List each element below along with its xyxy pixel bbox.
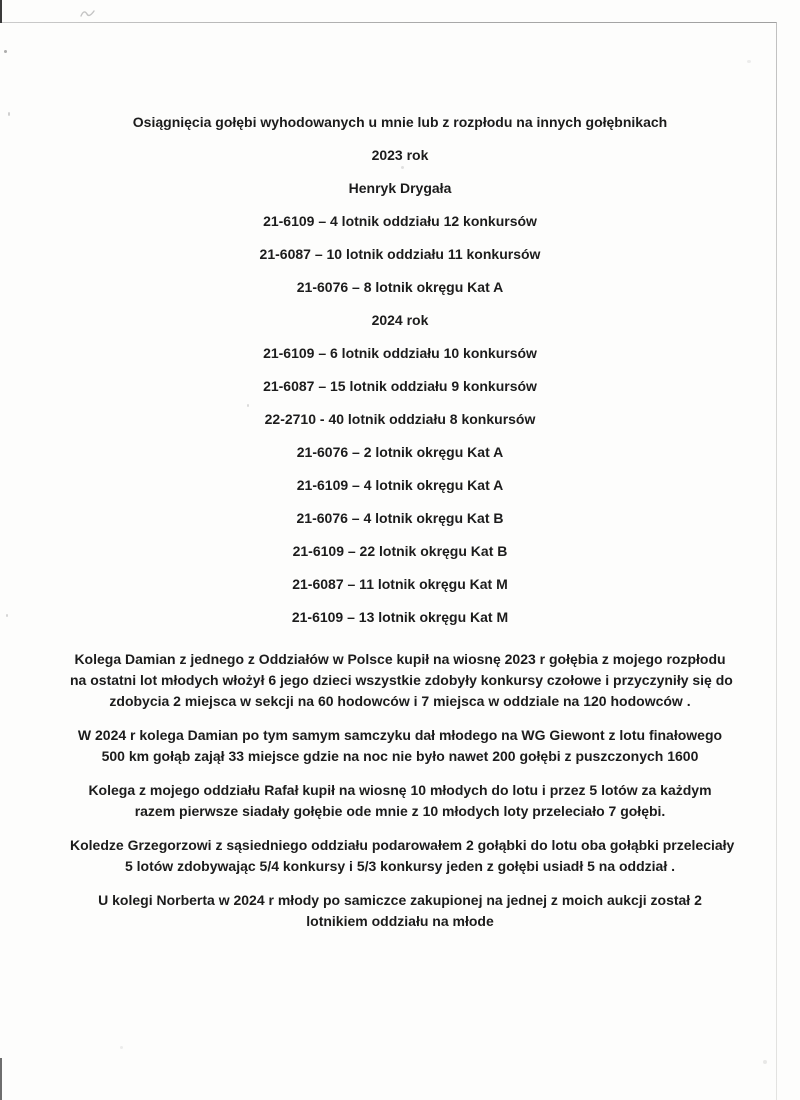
season-2024-heading: 2024 rok [371, 312, 429, 328]
paragraph-line: zdobycia 2 miejsca w sekcji na 60 hodowców i 7 miejsca w oddziale na 120 hodowców . [109, 693, 691, 709]
paragraph-line: U kolegi Norberta w 2024 r młody po samiczce zakupionej na jednej z moich aukcji został 2 [98, 892, 702, 908]
result-line-2024: 21-6076 – 2 lotnik okręgu Kat A [296, 444, 504, 460]
paragraph-line: W 2024 r kolega Damian po tym samym samczyku dał młodego na WG Giewont z lotu finałowego [77, 727, 723, 743]
breeder-name: Henryk Drygała [348, 180, 452, 196]
season-2023-heading: 2023 rok [371, 147, 429, 163]
result-line-2024: 21-6087 – 11 lotnik okręgu Kat M [292, 576, 508, 592]
result-line-2023: 21-6109 – 4 lotnik oddziału 12 konkursów [263, 213, 537, 229]
result-line-2023: 21-6076 – 8 lotnik okręgu Kat A [296, 279, 504, 295]
scan-speck [763, 1060, 767, 1064]
paragraph-rafal [70, 780, 730, 822]
paragraph-line: na ostatni lot młodych włożył 6 jego dzieci wszystkie zdobyły konkursy czołowe i przyczyniły się do [70, 672, 733, 688]
result-line-2024: 21-6109 – 6 lotnik oddziału 10 konkursów [263, 345, 537, 361]
paragraph-line: 5 lotów zdobywając 5/4 konkursy i 5/3 konkursy jeden z gołębi usiadł 5 na oddział . [124, 858, 676, 874]
paragraph-damian-2023 [70, 649, 733, 712]
paragraph-grzegorz [70, 835, 735, 877]
result-line-2024: 21-6087 – 15 lotnik oddziału 9 konkursów [263, 378, 537, 394]
scan-left-edge-mark-bottom [0, 1058, 2, 1100]
result-line-2024: 22-2710 - 40 lotnik oddziału 8 konkursów [264, 411, 536, 427]
result-line-2024: 21-6109 – 13 lotnik okręgu Kat M [291, 609, 509, 625]
result-line-2024: 21-6109 – 4 lotnik okręgu Kat A [296, 477, 504, 493]
paragraph-norbert [70, 890, 730, 932]
story-paragraphs [0, 643, 800, 932]
paragraph-line: Kolega Damian z jednego z Oddziałów w Polsce kupił na wiosnę 2023 r gołębia z mojego rozpłodu [74, 651, 726, 667]
paragraph-line: lotnikiem oddziału na młode [306, 913, 494, 929]
paragraph-line: 500 km gołąb zajął 33 miejsce gdzie na noc nie było nawet 200 gołębi z puszczonych 1600 [101, 748, 699, 764]
document-title: Osiągnięcia gołębi wyhodowanych u mnie lub z rozpłodu na innych gołębnikach [132, 114, 668, 130]
paragraph-line: Kolega z mojego oddziału Rafał kupił na wiosnę 10 młodych do lotu i przez 5 lotów za każdym [88, 782, 712, 798]
paragraph-line: razem pierwsze siadały gołębie ode mnie z 10 młodych loty przeleciało 7 gołębi. [134, 803, 666, 819]
result-line-2024: 21-6076 – 4 lotnik okręgu Kat B [296, 510, 504, 526]
result-line-2024: 21-6109 – 22 lotnik okręgu Kat B [292, 543, 508, 559]
result-line-2023: 21-6087 – 10 lotnik oddziału 11 konkursów [259, 246, 541, 262]
scan-speck [120, 1046, 123, 1049]
paragraph-line: Koledze Grzegorzowi z sąsiedniego oddziału podarowałem 2 gołąbki do lotu oba gołąbki przeleciały [70, 837, 735, 853]
paragraph-damian-2024 [70, 725, 730, 767]
